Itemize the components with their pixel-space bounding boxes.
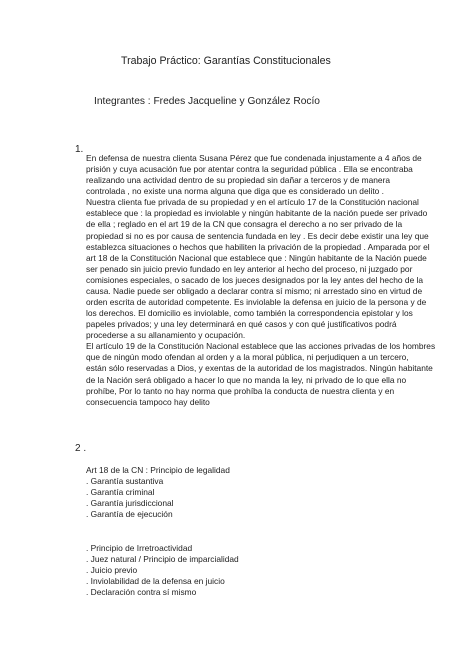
section-2-list-legality — [86, 465, 230, 520]
paragraph-line: comisiones especiales, o sacado de los jueces designados por la ley antes del hecho de la — [86, 274, 424, 285]
paragraph-line: En defensa de nuestra clienta Susana Pérez que fue condenada injustamente a 4 años de — [86, 153, 422, 163]
section-1-body — [86, 153, 436, 408]
paragraph-line: que de ningún modo ofendan al orden y a la moral pública, ni perjudiquen a un tercero, — [86, 352, 409, 363]
paragraph-line: propiedad si no es por causa de sentencia fundada en ley . Es decir debe existir una ley que — [86, 230, 429, 241]
list-item: . Principio de Irretroactividad — [86, 543, 193, 553]
paragraph-line: art 18 de la Constitución Nacional que establece que : Ningún habitante de la Nación puede — [86, 252, 427, 263]
paragraph-line: de la Nación será obligado a hacer lo que no manda la ley, ni privado de lo que ella no — [86, 374, 407, 385]
list-item: . Inviolabilidad de la defensa en juicio — [86, 576, 225, 587]
paragraph-line: los derechos. El domicilio es inviolable, como también la correspondencia epistolar y los — [86, 308, 413, 319]
list-item: . Garantía criminal — [86, 487, 155, 498]
paragraph-line: procederse a su allanamiento y ocupación. — [86, 330, 246, 341]
paragraph-line: papeles privados; y una ley determinará en qué casos y con qué justificativos podrá — [86, 319, 397, 330]
paragraph-line: prohíbe, Por lo tanto no hay norma que prohíba la conducta de nuestra clienta y en — [86, 385, 395, 396]
paragraph-line: Nuestra clienta fue privada de su propiedad y en el artículo 17 de la Constitución nacional — [86, 197, 419, 208]
list-item: . Declaración contra sí mismo — [86, 587, 197, 598]
list-item: . Juez natural / Principio de imparcialidad — [86, 554, 239, 565]
paragraph-line: ser penado sin juicio previo fundado en ley anterior al hecho del proceso, ni juzgado por — [86, 263, 413, 274]
paragraph-line: controlada , no existe una norma alguna que diga que es considerado un delito . — [86, 186, 384, 197]
paragraph-line: El artículo 19 de la Constitución Nacional establece que las acciones privadas de los hombres — [86, 341, 436, 352]
paragraph-line: consecuencia tampoco hay delito — [86, 396, 210, 407]
list-item: . Garantía jurisdiccional — [86, 498, 174, 509]
paragraph-line: establece que : la propiedad es inviolable y ningún habitante de la nación puede ser privado — [86, 208, 428, 219]
paragraph-line: realizando una actividad dentro de su propiedad sin dañar a terceros y de manera — [86, 175, 391, 186]
section-1-number: 1. — [75, 144, 84, 155]
paragraph-line: prisión y cuya acusación fue por atentar contra la seguridad pública . Ella se encontraba — [86, 164, 413, 175]
paragraph-line: de ella ; reglado en el art 19 de la CN que consagra el derecho a no ser privado de la — [86, 219, 403, 230]
document-authors: Integrantes : Fredes Jacqueline y González Rocío — [94, 96, 320, 107]
paragraph-line: establezca situaciones o hechos que habiliten la privación de la propiedad . Amparada por el — [86, 241, 430, 252]
paragraph-line: orden escrita de autoridad competente. Es inviolable la defensa en juicio de la persona y de — [86, 297, 427, 308]
section-2-list-principles — [86, 543, 239, 598]
list-item: Art 18 de la CN : Principio de legalidad — [86, 465, 230, 475]
document-title: Trabajo Práctico: Garantías Constitucionales — [121, 55, 331, 67]
list-item: . Juicio previo — [86, 565, 138, 576]
list-item: . Garantía sustantiva — [86, 476, 164, 487]
list-item: . Garantía de ejecución — [86, 509, 173, 520]
paragraph-line: están sólo reservadas a Dios, y exentas de la autoridad de los magistrados. Ningún habitante — [86, 363, 433, 374]
paragraph-line: causa. Nadie puede ser obligado a declarar contra sí mismo; ni arrestado sino en virtud de — [86, 285, 423, 296]
section-2-number: 2 . — [75, 443, 87, 454]
